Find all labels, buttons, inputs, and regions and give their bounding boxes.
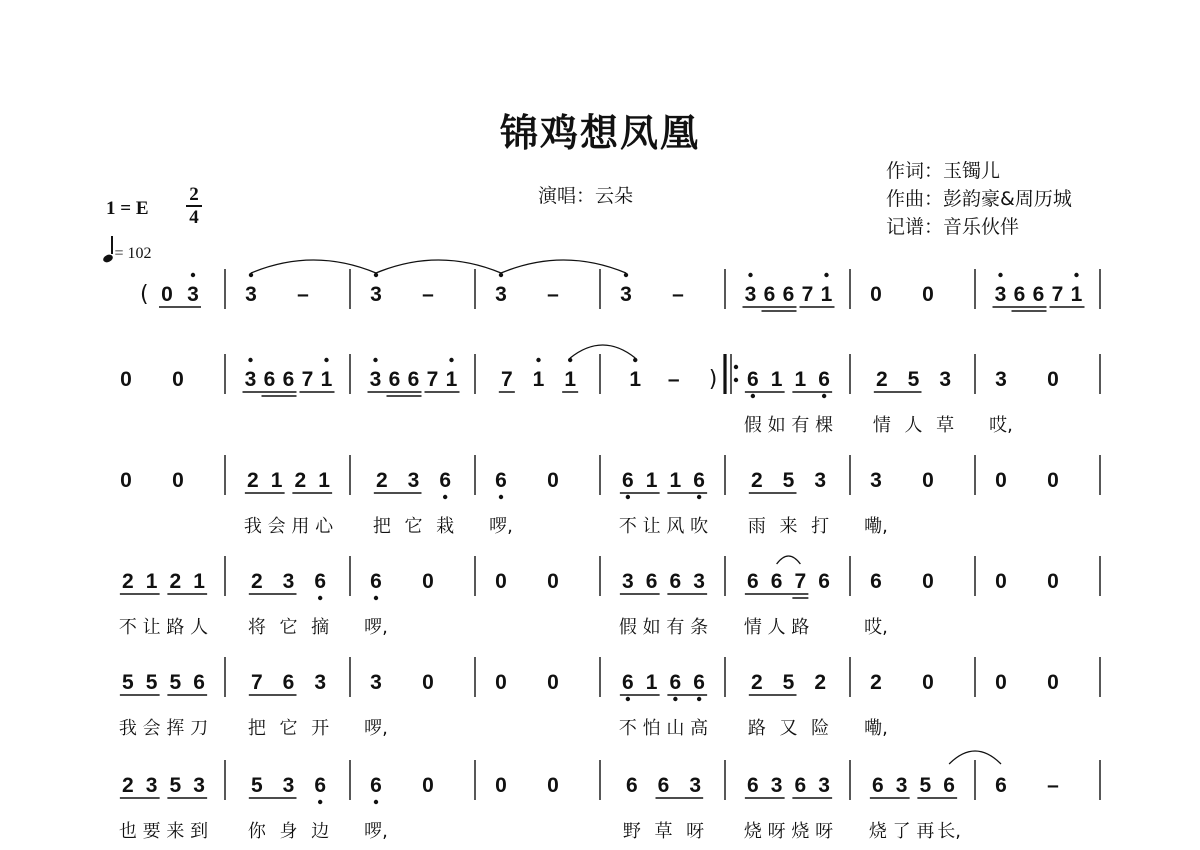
octave-up-dot bbox=[1074, 273, 1078, 277]
octave-up-dot bbox=[324, 358, 328, 362]
note-digit: 6 bbox=[1013, 283, 1026, 306]
note-digit: 7 bbox=[250, 671, 263, 694]
octave-down-dot bbox=[318, 596, 322, 600]
note-digit: 3 bbox=[939, 368, 952, 391]
note-digit: 6 bbox=[782, 283, 795, 306]
octave-up-dot bbox=[998, 273, 1002, 277]
note-digit: 3 bbox=[407, 469, 420, 492]
note-digit: 1 bbox=[645, 671, 658, 694]
lyric-char: 长, bbox=[937, 821, 961, 842]
lyric-char: 路 bbox=[791, 617, 810, 638]
lyric-char: 挥 bbox=[166, 718, 185, 739]
note-digit: 6 bbox=[1032, 283, 1045, 306]
sustain-dash: – bbox=[297, 283, 309, 306]
note-digit: 6 bbox=[625, 774, 638, 797]
lyric-char: 棵 bbox=[815, 415, 834, 436]
lyric-char: 哎, bbox=[864, 617, 888, 638]
lyric-char: 如 bbox=[642, 617, 661, 638]
note-digit: 0 bbox=[870, 283, 882, 306]
note-digit: 6 bbox=[747, 368, 759, 391]
lyric-char: 让 bbox=[142, 617, 161, 638]
note-digit: 7 bbox=[801, 283, 814, 306]
sustain-dash: – bbox=[422, 283, 434, 306]
octave-down-dot bbox=[499, 495, 503, 499]
lyric-char: 啰, bbox=[489, 516, 513, 537]
note-digit: 1 bbox=[629, 368, 642, 391]
note-digit: 6 bbox=[282, 368, 295, 391]
note-digit: 1 bbox=[564, 368, 577, 391]
lyric-char: 情 bbox=[872, 415, 891, 436]
lyric-char: 烧 bbox=[791, 821, 810, 842]
note-digit: 6 bbox=[693, 469, 705, 492]
note-digit: 0 bbox=[495, 774, 507, 797]
lyric-char: 会 bbox=[142, 718, 161, 739]
note-digit: 1 bbox=[669, 469, 682, 492]
note-digit: 0 bbox=[995, 570, 1007, 593]
lyric-char: 烧 bbox=[743, 821, 762, 842]
lyric-char: 山 bbox=[666, 718, 685, 739]
octave-up-dot bbox=[624, 273, 628, 277]
lyric-char: 刀 bbox=[190, 718, 209, 739]
note-digit: 3 bbox=[370, 671, 382, 694]
slur-arc bbox=[777, 556, 801, 564]
lyric-char: 不 bbox=[118, 617, 137, 638]
lyric-char: 雨 bbox=[747, 516, 766, 537]
note-digit: 2 bbox=[375, 469, 388, 492]
note-digit: 6 bbox=[263, 368, 276, 391]
note-digit: 6 bbox=[282, 671, 295, 694]
note-digit: 3 bbox=[187, 283, 199, 306]
note-digit: 6 bbox=[622, 671, 634, 694]
note-digit: 5 bbox=[145, 671, 158, 694]
note-digit: 2 bbox=[875, 368, 888, 391]
note-digit: 1 bbox=[532, 368, 545, 391]
note-digit: 0 bbox=[995, 469, 1007, 492]
note-digit: 6 bbox=[872, 774, 884, 797]
note-digit: 0 bbox=[1047, 570, 1059, 593]
sustain-dash: – bbox=[1047, 774, 1059, 797]
lyric-char: 把 bbox=[372, 516, 391, 537]
lyric-char: 烧 bbox=[868, 821, 887, 842]
octave-up-dot bbox=[536, 358, 540, 362]
lyric-char: 如 bbox=[767, 415, 786, 436]
octave-down-dot bbox=[697, 495, 701, 499]
lyric-char: 要 bbox=[142, 821, 161, 842]
note-digit: 1 bbox=[770, 368, 783, 391]
octave-up-dot bbox=[449, 358, 453, 362]
octave-up-dot bbox=[248, 358, 252, 362]
note-digit: 2 bbox=[294, 469, 307, 492]
note-digit: 0 bbox=[422, 671, 434, 694]
tie-arc bbox=[376, 260, 501, 273]
note-digit: 0 bbox=[120, 368, 132, 391]
lyric-char: 哎, bbox=[989, 415, 1013, 436]
note-digit: 3 bbox=[245, 283, 257, 306]
note-digit: 2 bbox=[750, 469, 763, 492]
lyric-char: 我 bbox=[118, 718, 137, 739]
lyric-char: 呀 bbox=[767, 821, 786, 842]
lyric-char: 不 bbox=[618, 718, 637, 739]
octave-down-dot bbox=[626, 697, 630, 701]
note-digit: 7 bbox=[301, 368, 314, 391]
note-digit: 1 bbox=[320, 368, 333, 391]
note-digit: 3 bbox=[282, 570, 295, 593]
lyric-char: 把 bbox=[247, 718, 266, 739]
note-digit: 5 bbox=[907, 368, 920, 391]
note-digit: 3 bbox=[282, 774, 295, 797]
note-digit: 0 bbox=[172, 368, 184, 391]
note-digit: 3 bbox=[870, 469, 882, 492]
repeat-dot bbox=[734, 365, 738, 369]
note-digit: 6 bbox=[693, 671, 705, 694]
lyric-char: 险 bbox=[811, 718, 830, 739]
note-digit: 6 bbox=[870, 570, 882, 593]
lyric-char: 我 bbox=[243, 516, 262, 537]
note-digit: 1 bbox=[318, 469, 330, 492]
tempo-value: = 102 bbox=[114, 245, 152, 262]
note-digit: 0 bbox=[547, 774, 559, 797]
note-digit: 0 bbox=[922, 570, 934, 593]
note-digit: 3 bbox=[689, 774, 702, 797]
note-digit: 0 bbox=[1047, 671, 1059, 694]
note-digit: 3 bbox=[193, 774, 205, 797]
note-digit: 0 bbox=[922, 283, 934, 306]
note-digit: 3 bbox=[145, 774, 158, 797]
note-digit: 6 bbox=[995, 774, 1007, 797]
note-digit: 6 bbox=[747, 774, 759, 797]
lyric-char: 它 bbox=[279, 718, 298, 739]
close-paren: ) bbox=[708, 367, 718, 392]
note-digit: 1 bbox=[270, 469, 283, 492]
note-digit: 6 bbox=[657, 774, 670, 797]
note-digit: 6 bbox=[439, 469, 452, 492]
composer-credit: 作曲：彭韵豪&周历城 bbox=[886, 188, 1072, 210]
note-digit: 5 bbox=[169, 671, 182, 694]
note-digit: 3 bbox=[495, 283, 507, 306]
note-digit: 5 bbox=[782, 469, 795, 492]
lyric-char: 怕 bbox=[642, 718, 661, 739]
lyric-char: 它 bbox=[279, 617, 298, 638]
note-digit: 1 bbox=[794, 368, 807, 391]
lyric-char: 来 bbox=[779, 516, 798, 537]
note-digit: 1 bbox=[445, 368, 458, 391]
note-digit: 1 bbox=[820, 283, 833, 306]
note-digit: 5 bbox=[122, 671, 134, 694]
lyric-char: 打 bbox=[811, 516, 830, 537]
note-digit: 3 bbox=[895, 774, 908, 797]
note-digit: 6 bbox=[193, 671, 205, 694]
note-digit: 5 bbox=[782, 671, 795, 694]
octave-up-dot bbox=[374, 273, 378, 277]
octave-up-dot bbox=[373, 358, 377, 362]
note-digit: 0 bbox=[547, 469, 559, 492]
octave-down-dot bbox=[318, 800, 322, 804]
sustain-dash: – bbox=[547, 283, 559, 306]
note-digit: 6 bbox=[669, 671, 682, 694]
note-digit: 0 bbox=[1047, 368, 1059, 391]
lyric-char: 啰, bbox=[364, 617, 388, 638]
note-digit: 3 bbox=[994, 283, 1007, 306]
lyric-char: 呀 bbox=[815, 821, 834, 842]
lyric-char: 有 bbox=[791, 415, 810, 436]
note-digit: 2 bbox=[169, 570, 182, 593]
note-digit: 1 bbox=[145, 570, 158, 593]
note-digit: 7 bbox=[500, 368, 513, 391]
lyric-char: 呀 bbox=[686, 821, 705, 842]
key-signature: 1 = E bbox=[106, 198, 149, 219]
note-digit: 0 bbox=[547, 570, 559, 593]
note-digit: 6 bbox=[622, 469, 634, 492]
octave-down-dot bbox=[626, 495, 630, 499]
note-digit: 7 bbox=[426, 368, 439, 391]
note-digit: 0 bbox=[922, 671, 934, 694]
note-digit: 0 bbox=[161, 283, 173, 306]
octave-down-dot bbox=[443, 495, 447, 499]
lyric-char: 让 bbox=[642, 516, 661, 537]
lyric-char: 了 bbox=[892, 821, 911, 842]
octave-down-dot bbox=[751, 394, 755, 398]
lyric-char: 人 bbox=[904, 415, 923, 436]
note-digit: 3 bbox=[744, 283, 757, 306]
note-digit: 0 bbox=[922, 469, 934, 492]
note-digit: 5 bbox=[250, 774, 263, 797]
note-digit: 1 bbox=[645, 469, 658, 492]
note-digit: 0 bbox=[995, 671, 1007, 694]
sustain-dash: – bbox=[672, 283, 684, 306]
lyric-char: 嘞, bbox=[864, 516, 888, 537]
note-digit: 6 bbox=[818, 570, 830, 593]
lyric-char: 边 bbox=[311, 821, 330, 842]
time-signature-bottom: 4 bbox=[189, 207, 199, 228]
note-digit: 0 bbox=[120, 469, 132, 492]
note-digit: 3 bbox=[693, 570, 705, 593]
lyric-char: 啰, bbox=[364, 821, 388, 842]
note-digit: 6 bbox=[407, 368, 420, 391]
octave-up-dot bbox=[568, 358, 572, 362]
note-digit: 0 bbox=[495, 570, 507, 593]
note-digit: 6 bbox=[818, 368, 830, 391]
lyric-char: 心 bbox=[315, 516, 334, 537]
note-digit: 3 bbox=[622, 570, 634, 593]
lyric-char: 条 bbox=[690, 617, 709, 638]
lyric-char: 人 bbox=[190, 617, 209, 638]
lyric-char: 不 bbox=[618, 516, 637, 537]
note-digit: 2 bbox=[122, 570, 134, 593]
octave-down-dot bbox=[374, 800, 378, 804]
note-digit: 6 bbox=[370, 570, 382, 593]
note-digit: 0 bbox=[547, 671, 559, 694]
lyric-char: 高 bbox=[690, 718, 709, 739]
lyric-char: 身 bbox=[279, 821, 298, 842]
note-digit: 0 bbox=[1047, 469, 1059, 492]
note-digit: 0 bbox=[422, 570, 434, 593]
note-digit: 6 bbox=[495, 469, 507, 492]
octave-up-dot bbox=[249, 273, 253, 277]
note-digit: 6 bbox=[314, 570, 327, 593]
lyric-char: 野 bbox=[622, 821, 641, 842]
note-digit: 2 bbox=[814, 671, 827, 694]
note-digit: 2 bbox=[250, 570, 263, 593]
note-digit: 1 bbox=[1070, 283, 1083, 306]
note-digit: 2 bbox=[750, 671, 763, 694]
lyric-char: 用 bbox=[291, 516, 310, 537]
lyric-char: 到 bbox=[190, 821, 209, 842]
note-digit: 0 bbox=[172, 469, 184, 492]
open-paren: ( bbox=[140, 282, 149, 307]
lyric-char: 路 bbox=[166, 617, 185, 638]
note-digit: 6 bbox=[388, 368, 401, 391]
lyric-char: 啰, bbox=[364, 718, 388, 739]
tie-arc bbox=[501, 260, 626, 273]
lyric-char: 栽 bbox=[436, 516, 455, 537]
octave-down-dot bbox=[822, 394, 826, 398]
lyric-char: 嘞, bbox=[864, 718, 888, 739]
lyric-char: 它 bbox=[404, 516, 423, 537]
note-digit: 2 bbox=[247, 469, 259, 492]
note-digit: 7 bbox=[1051, 283, 1064, 306]
lyric-char: 假 bbox=[618, 617, 637, 638]
octave-up-dot bbox=[633, 358, 637, 362]
tie-arc bbox=[251, 260, 376, 273]
repeat-dot bbox=[734, 378, 738, 382]
lyric-char: 开 bbox=[311, 718, 330, 739]
sustain-dash: – bbox=[667, 368, 680, 391]
note-digit: 3 bbox=[770, 774, 783, 797]
lyric-char: 有 bbox=[666, 617, 685, 638]
lyric-char: 再 bbox=[916, 821, 935, 842]
octave-up-dot bbox=[748, 273, 752, 277]
lyric-char: 草 bbox=[654, 821, 673, 842]
lyricist-credit: 作词：玉镯儿 bbox=[886, 160, 1001, 182]
note-digit: 5 bbox=[169, 774, 182, 797]
note-digit: 3 bbox=[814, 469, 827, 492]
note-digit: 6 bbox=[943, 774, 955, 797]
transcriber-credit: 记谱：音乐伙伴 bbox=[886, 216, 1020, 238]
note-digit: 6 bbox=[770, 570, 783, 593]
lyric-char: 又 bbox=[779, 718, 798, 739]
note-digit: 3 bbox=[995, 368, 1007, 391]
octave-down-dot bbox=[697, 697, 701, 701]
note-digit: 6 bbox=[669, 570, 682, 593]
lyric-char: 你 bbox=[247, 821, 266, 842]
note-digit: 5 bbox=[919, 774, 932, 797]
note-digit: 3 bbox=[370, 283, 382, 306]
octave-down-dot bbox=[673, 697, 677, 701]
note-digit: 6 bbox=[370, 774, 382, 797]
note-digit: 7 bbox=[794, 570, 807, 593]
lyric-char: 也 bbox=[118, 821, 137, 842]
note-digit: 3 bbox=[620, 283, 632, 306]
song-title: 锦鸡想凤凰 bbox=[499, 110, 700, 155]
note-digit: 0 bbox=[495, 671, 507, 694]
octave-up-dot bbox=[191, 273, 195, 277]
octave-up-dot bbox=[499, 273, 503, 277]
note-digit: 2 bbox=[870, 671, 882, 694]
note-digit: 3 bbox=[818, 774, 830, 797]
note-digit: 6 bbox=[747, 570, 759, 593]
note-digit: 3 bbox=[244, 368, 257, 391]
lyric-char: 将 bbox=[247, 617, 266, 638]
tie-arc bbox=[570, 345, 635, 358]
lyric-char: 来 bbox=[166, 821, 185, 842]
time-signature-top: 2 bbox=[189, 184, 199, 205]
note-digit: 1 bbox=[193, 570, 205, 593]
lyric-char: 草 bbox=[936, 415, 955, 436]
note-digit: 6 bbox=[314, 774, 327, 797]
lyric-char: 假 bbox=[743, 415, 762, 436]
note-digit: 3 bbox=[369, 368, 382, 391]
octave-up-dot bbox=[824, 273, 828, 277]
note-digit: 3 bbox=[314, 671, 327, 694]
lyric-char: 人 bbox=[767, 617, 786, 638]
note-digit: 0 bbox=[422, 774, 434, 797]
lyric-char: 会 bbox=[267, 516, 286, 537]
lyric-char: 路 bbox=[747, 718, 766, 739]
lyric-char: 吹 bbox=[690, 516, 709, 537]
lyric-char: 摘 bbox=[311, 617, 330, 638]
note-digit: 2 bbox=[122, 774, 134, 797]
note-digit: 6 bbox=[763, 283, 776, 306]
note-digit: 6 bbox=[645, 570, 658, 593]
lyric-char: 情 bbox=[743, 617, 762, 638]
octave-down-dot bbox=[374, 596, 378, 600]
performer-credit: 演唱：云朵 bbox=[538, 185, 634, 207]
lyric-char: 风 bbox=[666, 516, 685, 537]
note-digit: 6 bbox=[794, 774, 807, 797]
